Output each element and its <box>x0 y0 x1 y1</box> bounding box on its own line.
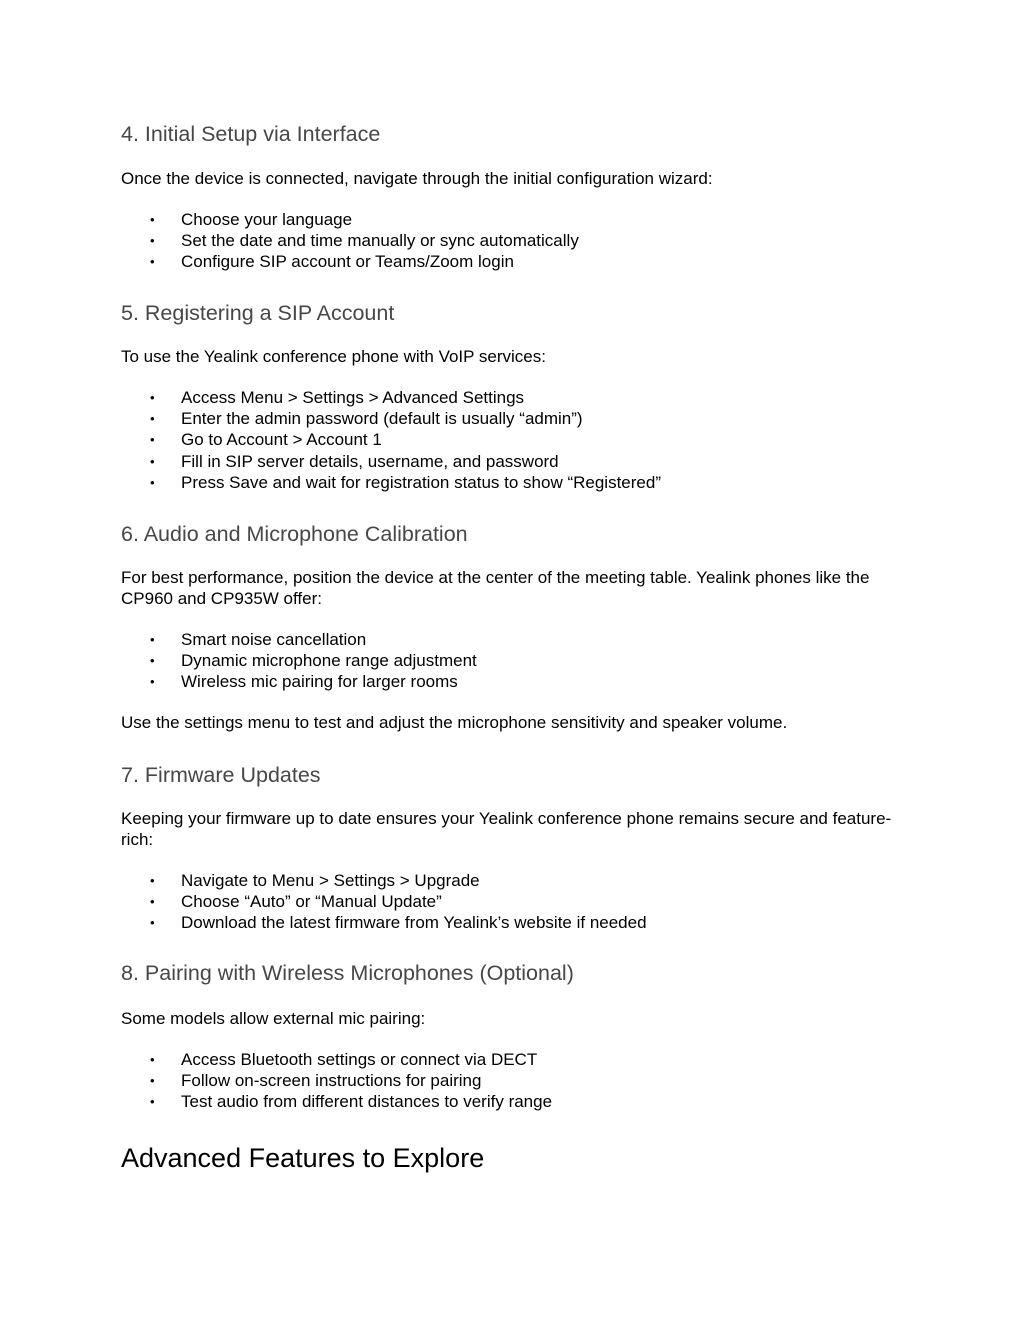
bullet-icon: • <box>150 894 155 910</box>
bullet-list <box>121 209 579 273</box>
bullet-icon: • <box>150 1073 155 1089</box>
major-heading-advanced-features: Advanced Features to Explore <box>121 1143 485 1173</box>
section-intro: To use the Yealink conference phone with VoIP services: <box>121 347 546 366</box>
bullet-icon: • <box>150 254 155 270</box>
bullet-list <box>121 629 477 693</box>
list-item: • Fill in SIP server details, username, and password <box>150 451 559 471</box>
section-intro: Keeping your firmware up to date ensures your Yealink conference phone remains secure and feature-rich: <box>121 809 892 850</box>
list-item: • Go to Account > Account 1 <box>150 430 382 450</box>
section-intro: For best performance, position the device at the center of the meeting table. Yealink phones like the CP960 and CP935W offer: <box>121 568 870 609</box>
list-item: • Press Save and wait for registration status to show “Registered” <box>150 472 661 492</box>
list-item: • Choose your language <box>150 210 353 229</box>
list-item: • Test audio from different distances to verify range <box>150 1092 553 1112</box>
bullet-icon: • <box>150 873 155 888</box>
list-item: • Navigate to Menu > Settings > Upgrade <box>150 871 480 890</box>
bullet-icon: • <box>150 674 155 690</box>
list-item: • Follow on-screen instructions for pairing <box>150 1071 482 1091</box>
list-item: • Configure SIP account or Teams/Zoom login <box>150 252 514 272</box>
list-item: • Smart noise cancellation <box>150 630 367 649</box>
bullet-icon: • <box>150 653 155 669</box>
section-heading-wireless-microphones: 8. Pairing with Wireless Microphones (Optional) <box>121 961 574 985</box>
list-item: • Access Bluetooth settings or connect via DECT <box>150 1050 538 1069</box>
bullet-list <box>121 870 647 934</box>
section-heading-audio-calibration: 6. Audio and Microphone Calibration <box>121 522 468 546</box>
section-heading-initial-setup: 4. Initial Setup via Interface <box>121 122 381 146</box>
section-heading-sip-account: 5. Registering a SIP Account <box>121 301 395 325</box>
bullet-icon: • <box>150 1052 155 1067</box>
bullet-icon: • <box>150 915 155 931</box>
bullet-icon: • <box>150 453 155 469</box>
bullet-icon: • <box>150 212 155 227</box>
list-item: • Wireless mic pairing for larger rooms <box>150 672 458 692</box>
bullet-icon: • <box>150 632 155 647</box>
section-intro: Some models allow external mic pairing: <box>121 1009 426 1028</box>
list-item: • Choose “Auto” or “Manual Update” <box>150 892 442 912</box>
bullet-icon: • <box>150 1094 155 1110</box>
list-item: • Access Menu > Settings > Advanced Settings <box>150 388 525 407</box>
list-item: • Set the date and time manually or sync automatically <box>150 231 579 251</box>
section-heading-firmware-updates: 7. Firmware Updates <box>121 763 321 787</box>
bullet-list <box>121 387 661 493</box>
bullet-icon: • <box>150 411 155 427</box>
bullet-icon: • <box>150 390 155 405</box>
list-item: • Download the latest firmware from Yealink’s website if needed <box>150 913 647 933</box>
section-outro: Use the settings menu to test and adjust the microphone sensitivity and speaker volume. <box>121 713 788 732</box>
bullet-icon: • <box>150 474 155 490</box>
bullet-icon: • <box>150 233 155 249</box>
bullet-icon: • <box>150 432 155 448</box>
bullet-list <box>121 1049 552 1113</box>
list-item: • Dynamic microphone range adjustment <box>150 651 477 671</box>
list-item: • Enter the admin password (default is usually “admin”) <box>150 409 583 429</box>
section-intro: Once the device is connected, navigate through the initial configuration wizard: <box>121 169 713 188</box>
